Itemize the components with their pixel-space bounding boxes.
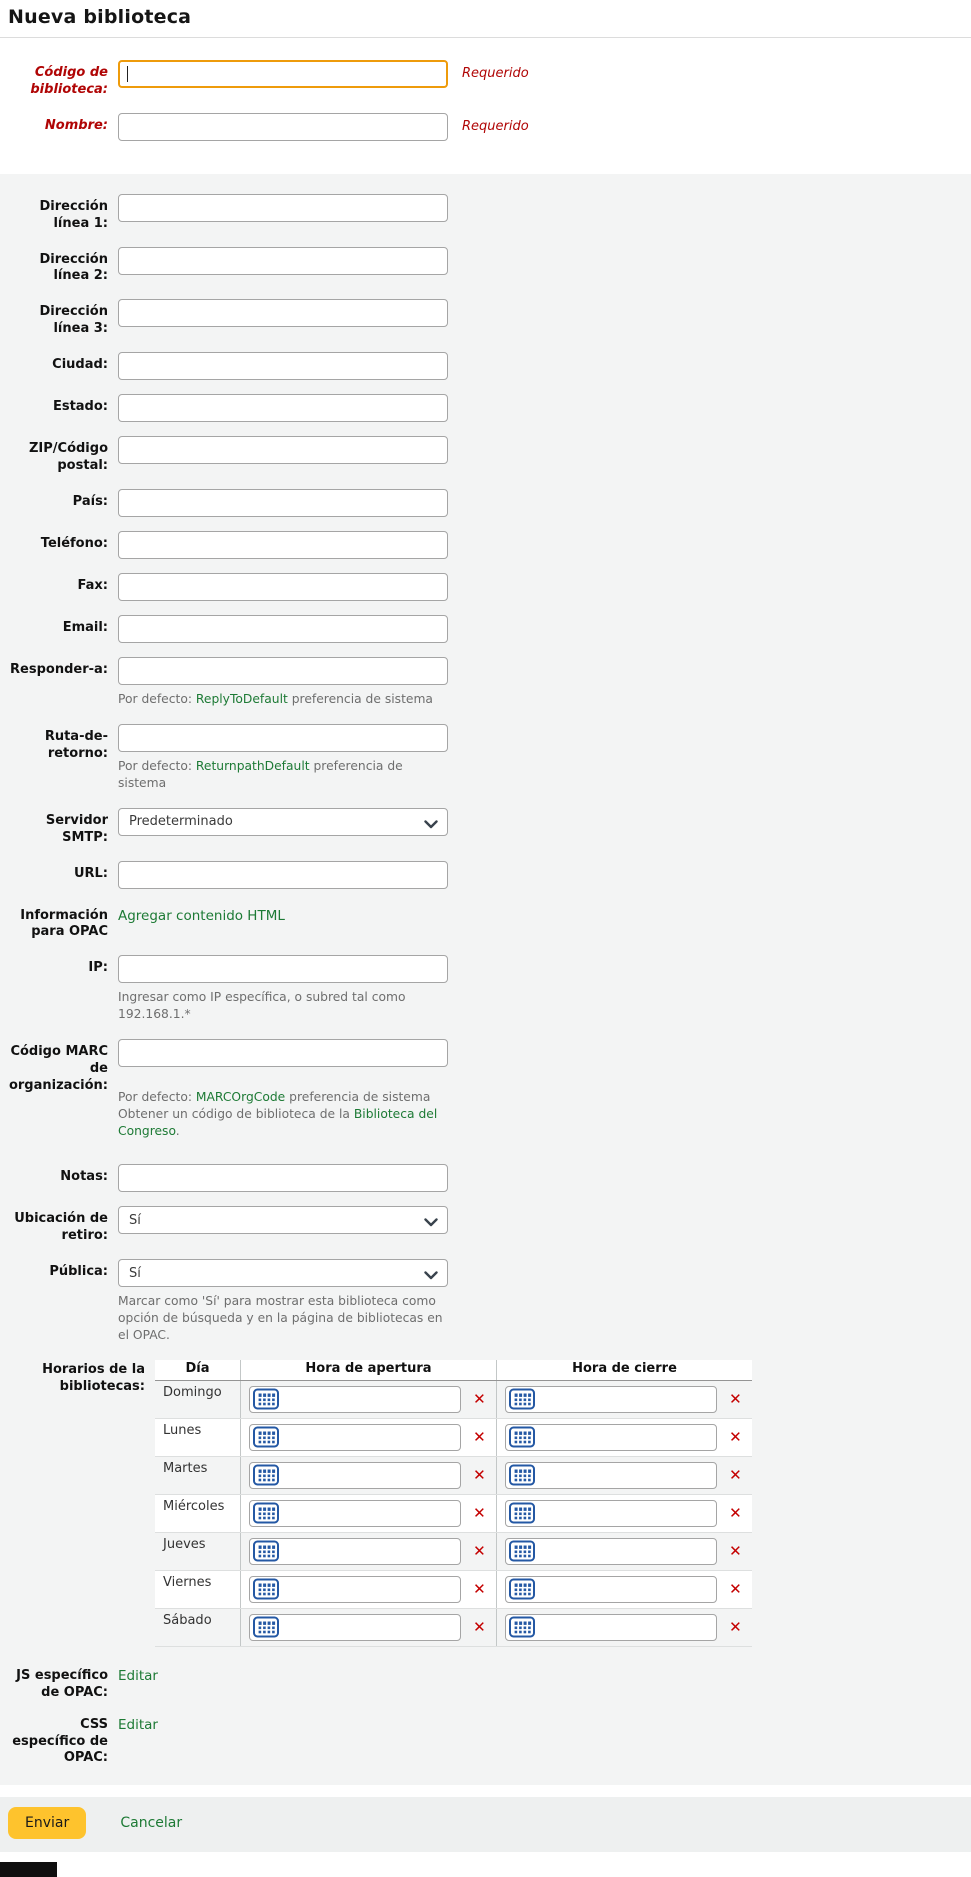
- replytodefault-link[interactable]: ReplyToDefault: [195, 691, 288, 706]
- returnpathdefault-link[interactable]: ReturnpathDefault: [195, 758, 310, 773]
- field-row-direccion2: [0, 247, 971, 286]
- day-label: Sábado: [163, 1612, 212, 1628]
- library-details-panel: [0, 174, 971, 1786]
- close-time-input[interactable]: [505, 1386, 717, 1413]
- email-label: Email:: [62, 619, 108, 635]
- delete-close-time-button[interactable]: ✕: [729, 1466, 742, 1485]
- direccion1-input[interactable]: [118, 194, 448, 222]
- ip-input[interactable]: [118, 955, 448, 983]
- page-header: [0, 0, 971, 38]
- delete-open-time-button[interactable]: ✕: [473, 1466, 486, 1485]
- delete-close-time-button[interactable]: ✕: [729, 1504, 742, 1523]
- calendar-icon[interactable]: [509, 1617, 535, 1638]
- direccion2-label: Dirección línea 2:: [39, 251, 108, 284]
- open-time-input[interactable]: [249, 1576, 461, 1603]
- marc-hint: Por defecto: MARCOrgCode preferencia de sistema Obtener un código de biblioteca de la Biblioteca del Congreso.: [118, 1090, 438, 1139]
- field-row-email: [0, 615, 971, 643]
- day-label: Martes: [163, 1460, 208, 1476]
- field-row-nombre: [0, 113, 971, 141]
- responder-hint: Por defecto: ReplyToDefault preferencia de sistema: [118, 691, 433, 706]
- direccion3-label: Dirección línea 3:: [39, 304, 108, 337]
- ciudad-input[interactable]: [118, 352, 448, 380]
- nombre-label: Nombre:: [44, 117, 108, 133]
- field-row-retiro: [0, 1206, 971, 1245]
- delete-close-time-button[interactable]: ✕: [729, 1428, 742, 1447]
- close-time-input[interactable]: [505, 1424, 717, 1451]
- delete-open-time-button[interactable]: ✕: [473, 1542, 486, 1561]
- email-field[interactable]: [118, 615, 448, 643]
- field-row-notas: [0, 1164, 971, 1192]
- delete-open-time-button[interactable]: ✕: [473, 1504, 486, 1523]
- delete-close-time-button[interactable]: ✕: [729, 1542, 742, 1561]
- url-input[interactable]: [118, 861, 448, 889]
- field-row-opac-js: [0, 1663, 971, 1702]
- day-label: Domingo: [163, 1384, 222, 1400]
- table-row: [155, 1418, 752, 1456]
- publica-hint: Marcar como 'Sí' para mostrar esta biblioteca como opción de búsqueda y en la página de bibliotecas en el OPAC.: [118, 1294, 443, 1342]
- field-row-opac-css: [0, 1712, 971, 1768]
- calendar-icon[interactable]: [509, 1465, 535, 1486]
- delete-close-time-button[interactable]: ✕: [729, 1390, 742, 1409]
- publica-label: Pública:: [49, 1264, 108, 1279]
- opac-info-label: Información para OPAC: [20, 907, 108, 940]
- field-row-direccion1: [0, 194, 971, 233]
- smtp-label: Servidor SMTP:: [45, 812, 108, 845]
- codigo-input[interactable]: [118, 60, 448, 88]
- fax-label: Fax:: [77, 577, 108, 593]
- calendar-icon[interactable]: [253, 1503, 279, 1524]
- field-row-marc: [0, 1039, 971, 1140]
- field-row-horarios: [0, 1360, 971, 1647]
- direccion1-label: Dirección línea 1:: [39, 198, 108, 231]
- opac-js-edit-link[interactable]: Editar: [118, 1667, 158, 1684]
- delete-open-time-button[interactable]: ✕: [473, 1428, 486, 1447]
- day-label: Viernes: [163, 1574, 212, 1590]
- close-time-input[interactable]: [505, 1576, 717, 1603]
- col-header-dia: Día: [155, 1360, 241, 1381]
- nombre-input[interactable]: [118, 113, 448, 141]
- delete-open-time-button[interactable]: ✕: [473, 1618, 486, 1637]
- close-time-input[interactable]: [505, 1538, 717, 1565]
- ruta-hint: Por defecto: ReturnpathDefault preferencia de sistema: [118, 758, 403, 790]
- opac-css-label: CSS específico de OPAC:: [12, 1716, 108, 1766]
- opac-css-edit-link[interactable]: Editar: [118, 1716, 158, 1733]
- close-time-input[interactable]: [505, 1614, 717, 1641]
- calendar-icon[interactable]: [253, 1389, 279, 1410]
- table-row: [155, 1380, 752, 1418]
- codigo-label: Código de biblioteca:: [30, 65, 108, 97]
- calendar-icon[interactable]: [509, 1579, 535, 1600]
- telefono-label: Teléfono:: [40, 535, 108, 551]
- delete-close-time-button[interactable]: ✕: [729, 1580, 742, 1599]
- table-row: [155, 1456, 752, 1494]
- open-time-input[interactable]: [249, 1462, 461, 1489]
- col-header-apertura: Hora de apertura: [241, 1360, 497, 1381]
- field-row-ip: [0, 955, 971, 1023]
- add-html-content-link[interactable]: Agregar contenido HTML: [118, 907, 285, 924]
- calendar-icon[interactable]: [253, 1541, 279, 1562]
- col-header-cierre: Hora de cierre: [497, 1360, 753, 1381]
- open-time-input[interactable]: [249, 1386, 461, 1413]
- open-time-input[interactable]: [249, 1500, 461, 1527]
- field-row-url: [0, 861, 971, 889]
- day-label: Miércoles: [163, 1498, 225, 1514]
- field-row-telefono: [0, 531, 971, 559]
- field-row-zip: [0, 436, 971, 475]
- ruta-label: Ruta-de-retorno:: [44, 728, 108, 761]
- ruta-input[interactable]: [118, 724, 448, 752]
- table-row: [155, 1608, 752, 1646]
- delete-open-time-button[interactable]: ✕: [473, 1580, 486, 1599]
- table-row: [155, 1494, 752, 1532]
- horarios-label: Horarios de la bibliotecas:: [42, 1361, 145, 1394]
- field-row-ruta: [0, 724, 971, 792]
- calendar-icon[interactable]: [509, 1503, 535, 1524]
- telefono-input[interactable]: [118, 531, 448, 559]
- responder-label: Responder-a:: [10, 661, 108, 677]
- smtp-select[interactable]: [118, 808, 448, 836]
- form-action-bar: [0, 1797, 971, 1852]
- zip-label: ZIP/Código postal:: [28, 441, 108, 474]
- marc-input[interactable]: [118, 1039, 448, 1067]
- pais-input[interactable]: [118, 489, 448, 517]
- zip-input[interactable]: [118, 436, 448, 464]
- calendar-icon[interactable]: [509, 1427, 535, 1448]
- language-footer-fragment: [0, 1862, 57, 1877]
- delete-open-time-button[interactable]: ✕: [473, 1390, 486, 1409]
- fax-input[interactable]: [118, 573, 448, 601]
- public-select[interactable]: [118, 1259, 448, 1287]
- table-row: [155, 1570, 752, 1608]
- ip-label: IP:: [88, 960, 108, 976]
- field-row-opac-info: [0, 903, 971, 942]
- calendar-icon[interactable]: [253, 1579, 279, 1600]
- close-time-input[interactable]: [505, 1462, 717, 1489]
- field-row-publica: [0, 1259, 971, 1344]
- submit-button[interactable]: Enviar: [8, 1807, 86, 1839]
- field-row-estado: [0, 394, 971, 422]
- library-of-congress-link[interactable]: Biblioteca del Congreso: [118, 1107, 438, 1139]
- field-row-ciudad: [0, 352, 971, 380]
- nombre-required-note: Requerido: [462, 118, 529, 134]
- calendar-icon[interactable]: [253, 1617, 279, 1638]
- calendar-icon[interactable]: [509, 1541, 535, 1562]
- url-label: URL:: [73, 865, 108, 881]
- open-time-input[interactable]: [249, 1614, 461, 1641]
- open-time-input[interactable]: [249, 1538, 461, 1565]
- estado-label: Estado:: [52, 399, 108, 415]
- marcorgcode-link[interactable]: MARCOrgCode: [195, 1090, 286, 1105]
- field-row-pais: [0, 489, 971, 517]
- field-row-codigo: [0, 60, 971, 99]
- delete-close-time-button[interactable]: ✕: [729, 1618, 742, 1637]
- calendar-icon[interactable]: [253, 1427, 279, 1448]
- estado-input[interactable]: [118, 394, 448, 422]
- marc-label: Código MARC de organización:: [8, 1044, 108, 1094]
- calendar-icon[interactable]: [509, 1389, 535, 1410]
- cancel-link[interactable]: Cancelar: [120, 1815, 183, 1832]
- text-cursor: [127, 66, 128, 82]
- responder-input[interactable]: [118, 657, 448, 685]
- calendar-icon[interactable]: [253, 1465, 279, 1486]
- direccion2-input[interactable]: [118, 247, 448, 275]
- required-fields-section: [0, 38, 971, 174]
- day-label: Jueves: [163, 1536, 206, 1552]
- close-time-input[interactable]: [505, 1500, 717, 1527]
- pickup-location-select[interactable]: [118, 1206, 448, 1234]
- open-time-input[interactable]: [249, 1424, 461, 1451]
- field-row-fax: [0, 573, 971, 601]
- ciudad-label: Ciudad:: [52, 357, 108, 373]
- opac-js-label: JS específico de OPAC:: [16, 1667, 108, 1700]
- field-row-direccion3: [0, 299, 971, 338]
- pais-label: País:: [72, 493, 108, 509]
- page-title: Nueva biblioteca: [8, 6, 192, 28]
- field-row-smtp: [0, 808, 971, 847]
- ip-hint: Ingresar como IP específica, o subred tal como 192.168.1.*: [118, 990, 406, 1022]
- day-label: Lunes: [163, 1422, 202, 1438]
- notas-label: Notas:: [60, 1169, 108, 1185]
- notas-input[interactable]: [118, 1164, 448, 1192]
- table-row: [155, 1532, 752, 1570]
- codigo-required-note: Requerido: [462, 66, 529, 81]
- field-row-responder: [0, 657, 971, 708]
- direccion3-input[interactable]: [118, 299, 448, 327]
- retiro-label: Ubicación de retiro:: [14, 1211, 108, 1244]
- opening-hours-table: [155, 1360, 752, 1647]
